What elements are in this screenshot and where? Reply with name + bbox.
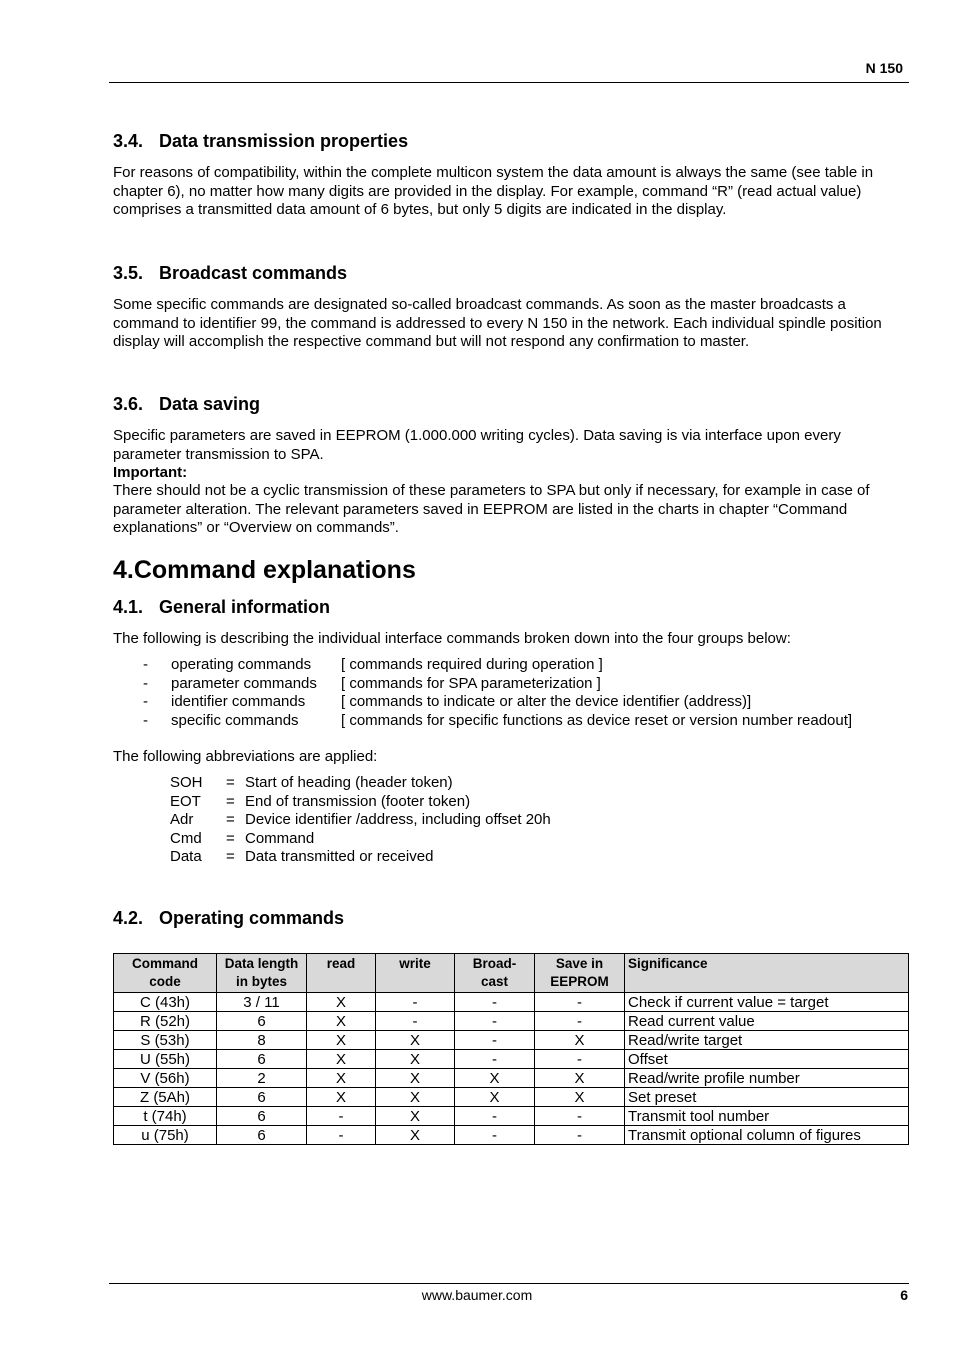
abbr-equals: =: [226, 848, 235, 865]
cell-significance: Transmit optional column of figures: [625, 1126, 909, 1145]
header-write: write: [376, 954, 455, 993]
header-line: Command: [131, 956, 198, 971]
cell-significance: Set preset: [625, 1088, 909, 1107]
chapter-4-heading: [113, 556, 416, 585]
cell-save: X: [535, 1031, 625, 1050]
section-title: General information: [159, 597, 331, 617]
abbr-key: Cmd: [170, 829, 202, 847]
cell-read: X: [307, 1012, 376, 1031]
section-4-1-intro: The following is describing the individual interface commands broken down into the four groups below:: [113, 630, 791, 647]
cell-read: X: [307, 1069, 376, 1088]
section-number: 4.2.: [113, 908, 144, 928]
abbr-key: Data: [170, 848, 202, 865]
cell-write: X: [376, 1050, 455, 1069]
section-4-2-heading: [113, 908, 344, 929]
abbr-value: End of transmission (footer token): [245, 792, 471, 810]
cell-significance: Check if current value = target: [625, 993, 909, 1012]
section-3-5-body: Some specific commands are designated so-called broadcast commands. As soon as the master broadcasts a command to identifier 99, the command is addressed to every N 150 in the network. Each individual spindle position display will accomplish the respective command but will not respond any confirmation to master.: [113, 296, 882, 350]
section-number: 3.4.: [113, 131, 144, 151]
cell-length: 8: [217, 1031, 307, 1050]
section-3-6-body: Specific parameters are saved in EEPROM (1.000.000 writing cycles). Data saving is via interface upon every parameter transmission to SPA.: [113, 427, 841, 463]
cell-save: -: [535, 993, 625, 1012]
cell-significance: Transmit tool number: [625, 1107, 909, 1126]
header-line: Data length: [224, 956, 299, 971]
cell-broadcast: -: [455, 1126, 535, 1145]
section-3-4-body: For reasons of compatibility, within the complete multicon system the data amount is always the same (see table in chapter 6), no matter how many digits are provided in the display. For example, command “R” (read actual value) comprises a transmitted data amount of 6 bytes, but only 5 digits are indicated in the display.: [113, 164, 874, 218]
abbr-equals: =: [226, 829, 235, 847]
cell-broadcast: -: [455, 1031, 535, 1050]
header-line: cast: [480, 974, 509, 989]
abbr-value: Command: [245, 829, 315, 847]
list-dash: -: [143, 711, 148, 729]
cell-length: 6: [217, 1088, 307, 1107]
list-dash: -: [143, 656, 148, 673]
cell-command: u (75h): [114, 1126, 217, 1145]
cell-command: S (53h): [114, 1031, 217, 1050]
cell-significance: Read current value: [625, 1012, 909, 1031]
table-row: [114, 1107, 909, 1126]
section-3-4-heading: [113, 131, 408, 152]
table-row: [114, 1031, 909, 1050]
group-description: [ commands for SPA parameterization ]: [341, 674, 601, 692]
footer-url: www.baumer.com: [421, 1287, 533, 1303]
header-read: read: [307, 954, 376, 993]
header-line: Broad-: [472, 956, 517, 971]
cell-write: X: [376, 1069, 455, 1088]
list-dash: -: [143, 674, 148, 692]
cell-length: 2: [217, 1069, 307, 1088]
section-4-1-heading: [113, 597, 330, 618]
cell-length: 6: [217, 1050, 307, 1069]
cell-read: X: [307, 1050, 376, 1069]
important-label: Important:: [113, 464, 188, 481]
cell-read: X: [307, 993, 376, 1012]
abbr-key: EOT: [170, 792, 201, 810]
abbreviations-intro: The following abbreviations are applied:: [113, 748, 378, 765]
cell-broadcast: X: [455, 1069, 535, 1088]
operating-commands-table: [113, 953, 909, 1145]
chapter-number: 4.: [113, 556, 134, 584]
cell-write: -: [376, 1012, 455, 1031]
cell-read: X: [307, 1031, 376, 1050]
cell-write: X: [376, 1088, 455, 1107]
section-3-6-heading: [113, 394, 260, 415]
section-number: 3.6.: [113, 394, 144, 414]
header-broadcast: [455, 954, 535, 993]
cell-write: X: [376, 1107, 455, 1126]
abbr-value: Start of heading (header token): [245, 774, 453, 791]
cell-broadcast: -: [455, 1107, 535, 1126]
cell-command: R (52h): [114, 1012, 217, 1031]
cell-read: X: [307, 1088, 376, 1107]
list-dash: -: [143, 693, 148, 710]
header-line: Save in: [555, 956, 604, 971]
header-line: EEPROM: [550, 974, 609, 989]
group-description: [ commands to indicate or alter the device identifier (address)]: [341, 693, 752, 710]
cell-command: V (56h): [114, 1069, 217, 1088]
abbr-key: Adr: [170, 811, 194, 828]
page-number: 6: [900, 1287, 908, 1303]
cell-broadcast: -: [455, 1012, 535, 1031]
cell-save: X: [535, 1088, 625, 1107]
header-line: in bytes: [235, 974, 287, 989]
table-row: [114, 1126, 909, 1145]
cell-read: -: [307, 1126, 376, 1145]
cell-command: t (74h): [114, 1107, 217, 1126]
cell-write: -: [376, 993, 455, 1012]
section-3-6-body-2: There should not be a cyclic transmission of these parameters to SPA but only if necessary, for example in case of parameter alteration. The relevant parameters saved in EEPROM are listed in the charts in chapter “Command explanations” or “Overview on commands”.: [113, 482, 870, 536]
header-significance: Significance: [625, 954, 909, 993]
cell-save: -: [535, 1050, 625, 1069]
cell-significance: Read/write profile number: [625, 1069, 909, 1088]
cell-save: -: [535, 1012, 625, 1031]
section-title: Broadcast commands: [159, 263, 348, 283]
cell-command: Z (5Ah): [114, 1088, 217, 1107]
cell-significance: Offset: [625, 1050, 909, 1069]
cell-broadcast: -: [455, 993, 535, 1012]
cell-read: -: [307, 1107, 376, 1126]
header-line: code: [149, 974, 181, 989]
group-name: parameter commands: [171, 674, 317, 692]
cell-command: C (43h): [114, 993, 217, 1012]
section-title: Data transmission properties: [159, 131, 409, 151]
section-number: 3.5.: [113, 263, 144, 283]
chapter-title: Command explanations: [133, 556, 416, 584]
cell-write: X: [376, 1031, 455, 1050]
group-name: identifier commands: [171, 693, 306, 710]
cell-length: 6: [217, 1107, 307, 1126]
group-description: [ commands for specific functions as device reset or version number readout]: [341, 711, 853, 729]
abbr-equals: =: [226, 792, 235, 810]
cell-save: X: [535, 1069, 625, 1088]
table-header-row: [114, 954, 909, 993]
table-row: [114, 1069, 909, 1088]
cell-save: -: [535, 1107, 625, 1126]
header-model: N 150: [865, 60, 903, 76]
header-command-code: [114, 954, 217, 993]
cell-write: X: [376, 1126, 455, 1145]
abbr-value: Device identifier /address, including offset 20h: [245, 811, 551, 828]
cell-broadcast: -: [455, 1050, 535, 1069]
abbr-value: Data transmitted or received: [245, 848, 434, 865]
section-number: 4.1.: [113, 597, 144, 617]
cell-length: 6: [217, 1126, 307, 1145]
section-title: Operating commands: [159, 908, 345, 928]
header-save-eeprom: [535, 954, 625, 993]
header-rule: [109, 82, 909, 83]
abbr-equals: =: [226, 774, 235, 791]
table-row: [114, 993, 909, 1012]
group-description: [ commands required during operation ]: [341, 656, 603, 673]
cell-significance: Read/write target: [625, 1031, 909, 1050]
cell-length: 6: [217, 1012, 307, 1031]
abbr-equals: =: [226, 811, 235, 828]
cell-length: 3 / 11: [217, 993, 307, 1012]
cell-broadcast: X: [455, 1088, 535, 1107]
section-title: Data saving: [159, 394, 261, 414]
header-data-length: [217, 954, 307, 993]
table-row: [114, 1050, 909, 1069]
abbr-key: SOH: [170, 774, 203, 791]
section-3-5-heading: [113, 263, 347, 284]
group-name: specific commands: [171, 711, 299, 729]
table-row: [114, 1012, 909, 1031]
cell-save: -: [535, 1126, 625, 1145]
footer-rule: [109, 1283, 909, 1284]
group-name: operating commands: [171, 656, 312, 673]
table-row: [114, 1088, 909, 1107]
cell-command: U (55h): [114, 1050, 217, 1069]
